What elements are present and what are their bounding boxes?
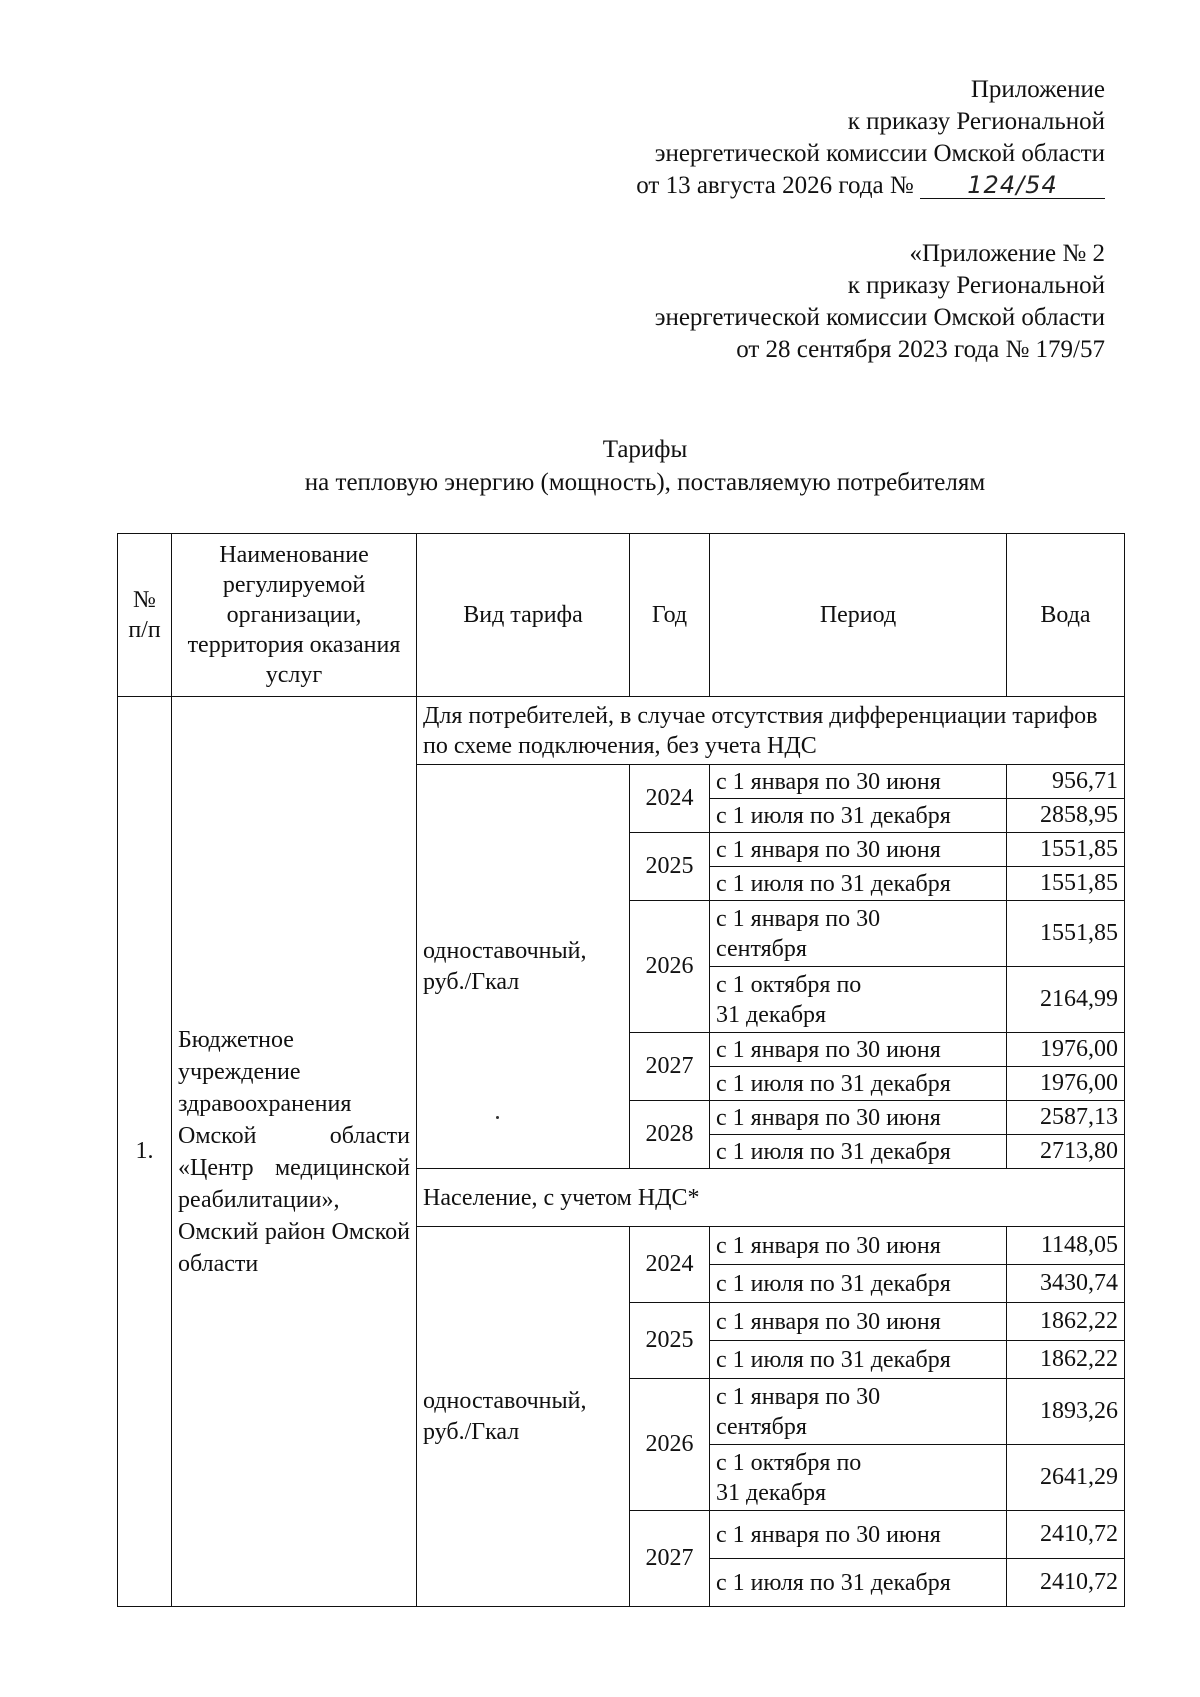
water-value: 2410,72 <box>1007 1559 1125 1607</box>
period-cell: с 1 января по 30 июня <box>710 1227 1007 1265</box>
year-cell: 2027 <box>630 1511 710 1607</box>
water-value: 2164,99 <box>1007 967 1125 1033</box>
appendix-line: к приказу Региональной <box>847 108 1105 135</box>
year-cell: 2025 <box>630 833 710 901</box>
title-line-1: Тарифы <box>602 436 688 463</box>
period-cell: с 1 октября по 31 декабря <box>710 967 1007 1033</box>
year-cell: 2026 <box>630 901 710 1033</box>
water-value: 2641,29 <box>1007 1445 1125 1511</box>
period-cell: с 1 января по 30 сентября <box>710 1379 1007 1445</box>
header-organization: Наименование регулируемой организации, территория оказания услуг <box>172 534 417 697</box>
appendix-date-line <box>636 170 1105 202</box>
tariff-type: одноставочный, руб./Гкал <box>417 1227 630 1607</box>
appendix-line: энергетической комиссии Омской области <box>654 304 1105 331</box>
header-year: Год <box>630 534 710 697</box>
water-value: 1976,00 <box>1007 1067 1125 1101</box>
period-cell: с 1 января по 30 июня <box>710 833 1007 867</box>
period-cell: с 1 июля по 31 декабря <box>710 867 1007 901</box>
period-cell: с 1 июля по 31 декабря <box>710 1559 1007 1607</box>
appendix-line: «Приложение № 2 <box>909 240 1105 267</box>
water-value: 1862,22 <box>1007 1341 1125 1379</box>
row-number: 1. <box>118 697 172 1607</box>
original-appendix-header <box>655 238 1105 366</box>
header-period: Период <box>710 534 1007 697</box>
tariff-type: одноставочный, руб./Гкал <box>417 765 630 1169</box>
year-cell: 2026 <box>630 1379 710 1511</box>
water-value: 2858,95 <box>1007 799 1125 833</box>
water-value: 3430,74 <box>1007 1265 1125 1303</box>
header-num: № п/п <box>118 534 172 697</box>
document-title <box>0 433 1200 499</box>
water-value: 2410,72 <box>1007 1511 1125 1559</box>
section-title: Население, с учетом НДС* <box>417 1169 1125 1227</box>
year-cell: 2028 <box>630 1101 710 1169</box>
appendix-header <box>636 74 1105 202</box>
year-cell: 2024 <box>630 1227 710 1303</box>
water-value: 1976,00 <box>1007 1033 1125 1067</box>
water-value: 1148,05 <box>1007 1227 1125 1265</box>
water-value: 1862,22 <box>1007 1303 1125 1341</box>
water-value: 1551,85 <box>1007 833 1125 867</box>
scan-speck <box>496 1116 499 1119</box>
period-cell: с 1 июля по 31 декабря <box>710 1135 1007 1169</box>
appendix-line: от 28 сентября 2023 года № 179/57 <box>736 336 1105 363</box>
period-cell: с 1 января по 30 июня <box>710 1303 1007 1341</box>
period-cell: с 1 июля по 31 декабря <box>710 1341 1007 1379</box>
year-cell: 2024 <box>630 765 710 833</box>
period-cell: с 1 января по 30 июня <box>710 1101 1007 1135</box>
period-cell: с 1 января по 30 июня <box>710 1033 1007 1067</box>
table-header-row <box>118 534 1125 697</box>
appendix-line: энергетической комиссии Омской области <box>654 140 1105 167</box>
period-cell: с 1 января по 30 июня <box>710 765 1007 799</box>
appendix-line: Приложение <box>970 76 1105 103</box>
section-title-row <box>118 697 1125 765</box>
water-value: 2713,80 <box>1007 1135 1125 1169</box>
water-value: 956,71 <box>1007 765 1125 799</box>
organization-name: Бюджетное учреждение здравоохранения Омской области «Центр медицинской реабилитации», Омский район Омской области <box>172 697 417 1607</box>
water-value: 1551,85 <box>1007 867 1125 901</box>
period-cell: с 1 июля по 31 декабря <box>710 1067 1007 1101</box>
year-cell: 2025 <box>630 1303 710 1379</box>
period-cell: с 1 октября по 31 декабря <box>710 1445 1007 1511</box>
header-tariff-type: Вид тарифа <box>417 534 630 697</box>
period-cell: с 1 июля по 31 декабря <box>710 799 1007 833</box>
title-line-2: на тепловую энергию (мощность), поставляемую потребителям <box>304 469 986 496</box>
order-number-handwritten: 124/54 <box>920 172 1105 199</box>
period-cell: с 1 июля по 31 декабря <box>710 1265 1007 1303</box>
year-cell: 2027 <box>630 1033 710 1101</box>
water-value: 1893,26 <box>1007 1379 1125 1445</box>
appendix-line: к приказу Региональной <box>847 272 1105 299</box>
section-title: Для потребителей, в случае отсутствия дифференциации тарифов по схеме подключения, без учета НДС <box>417 697 1125 765</box>
header-water: Вода <box>1007 534 1125 697</box>
period-cell: с 1 января по 30 июня <box>710 1511 1007 1559</box>
water-value: 2587,13 <box>1007 1101 1125 1135</box>
appendix-date: от 13 августа 2026 года № <box>636 172 914 199</box>
period-cell: с 1 января по 30 сентября <box>710 901 1007 967</box>
water-value: 1551,85 <box>1007 901 1125 967</box>
tariff-table <box>117 533 1125 1607</box>
